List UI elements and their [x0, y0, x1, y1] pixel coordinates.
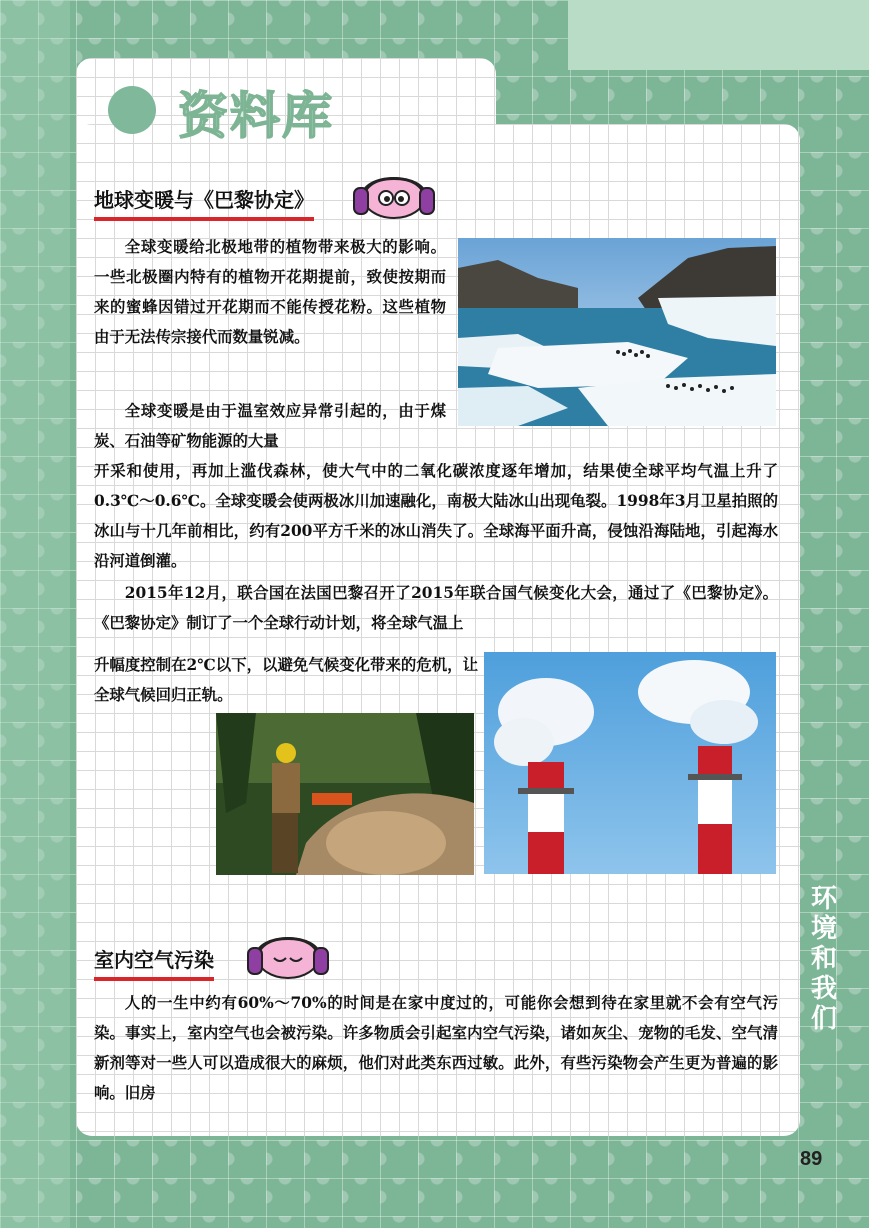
page-number: 89 [800, 1148, 823, 1170]
paragraph-warming-cause-b: 开采和使用，再加上滥伐森林，使大气中的二氧化碳浓度逐年增加，结果使全球平均气温上升了0.3℃～0.6℃。全球变暖会使两极冰川加速融化，南极大陆冰山出现龟裂。1998年3月卫星拍照的冰山与十几年前相比，约有200平方千米的冰山消失了。全球海平面升高，侵蚀沿海陆地，引起海水沿河道倒灌。 [94, 462, 778, 570]
paragraph-warming-cause-a: 全球变暖是由于温室效应异常引起的，由于煤炭、石油等矿物能源的大量 [94, 402, 446, 450]
mascot-headphones-icon [352, 168, 436, 222]
background-left-strip [0, 0, 70, 1228]
section-heading-global-warming [94, 184, 314, 213]
binder-hole [108, 86, 156, 134]
mascot-headphones-sleepy-icon [246, 928, 330, 982]
photo-factory-chimneys [484, 652, 776, 874]
photo-deforestation [216, 713, 474, 875]
section-heading-text: 室内空气污染 [94, 948, 214, 972]
paragraph-indoor-pollution: 人的一生中约有60%～70%的时间是在家中度过的，可能你会想到待在家里就不会有空气污染。事实上，室内空气也会被污染。许多物质会引起室内空气污染，诸如灰尘、宠物的毛发、空气清新剂等对一些人可以造成很大的麻烦，他们对此类东西过敏。此外，有些污染物会产生更为普遍的影响。旧房 [94, 994, 778, 1102]
section-heading-indoor-air [94, 944, 214, 973]
background-light-strip [568, 0, 869, 70]
heading-underline [94, 977, 214, 981]
heading-underline [94, 217, 314, 221]
paragraph-arctic-plants: 全球变暖给北极地带的植物带来极大的影响。一些北极圈内特有的植物开花期提前，致使按期而来的蜜蜂因错过开花期而不能传授花粉。这些植物由于无法传宗接代而数量锐减。 [94, 238, 446, 346]
library-title: 资料库 [178, 87, 334, 145]
paragraph-paris-agreement-a: 2015年12月，联合国在法国巴黎召开了2015年联合国气候变化大会，通过了《巴黎协定》。《巴黎协定》制订了一个全球行动计划，将全球气温上 [94, 584, 778, 632]
photo-antarctic-penguins [458, 238, 776, 426]
section-heading-text: 地球变暖与《巴黎协定》 [94, 188, 314, 212]
paragraph-paris-agreement-b: 升幅度控制在2℃以下，以避免气候变化带来的危机，让全球气候回归正轨。 [94, 656, 478, 704]
side-chapter-label: 环境和我们 [810, 884, 837, 1034]
